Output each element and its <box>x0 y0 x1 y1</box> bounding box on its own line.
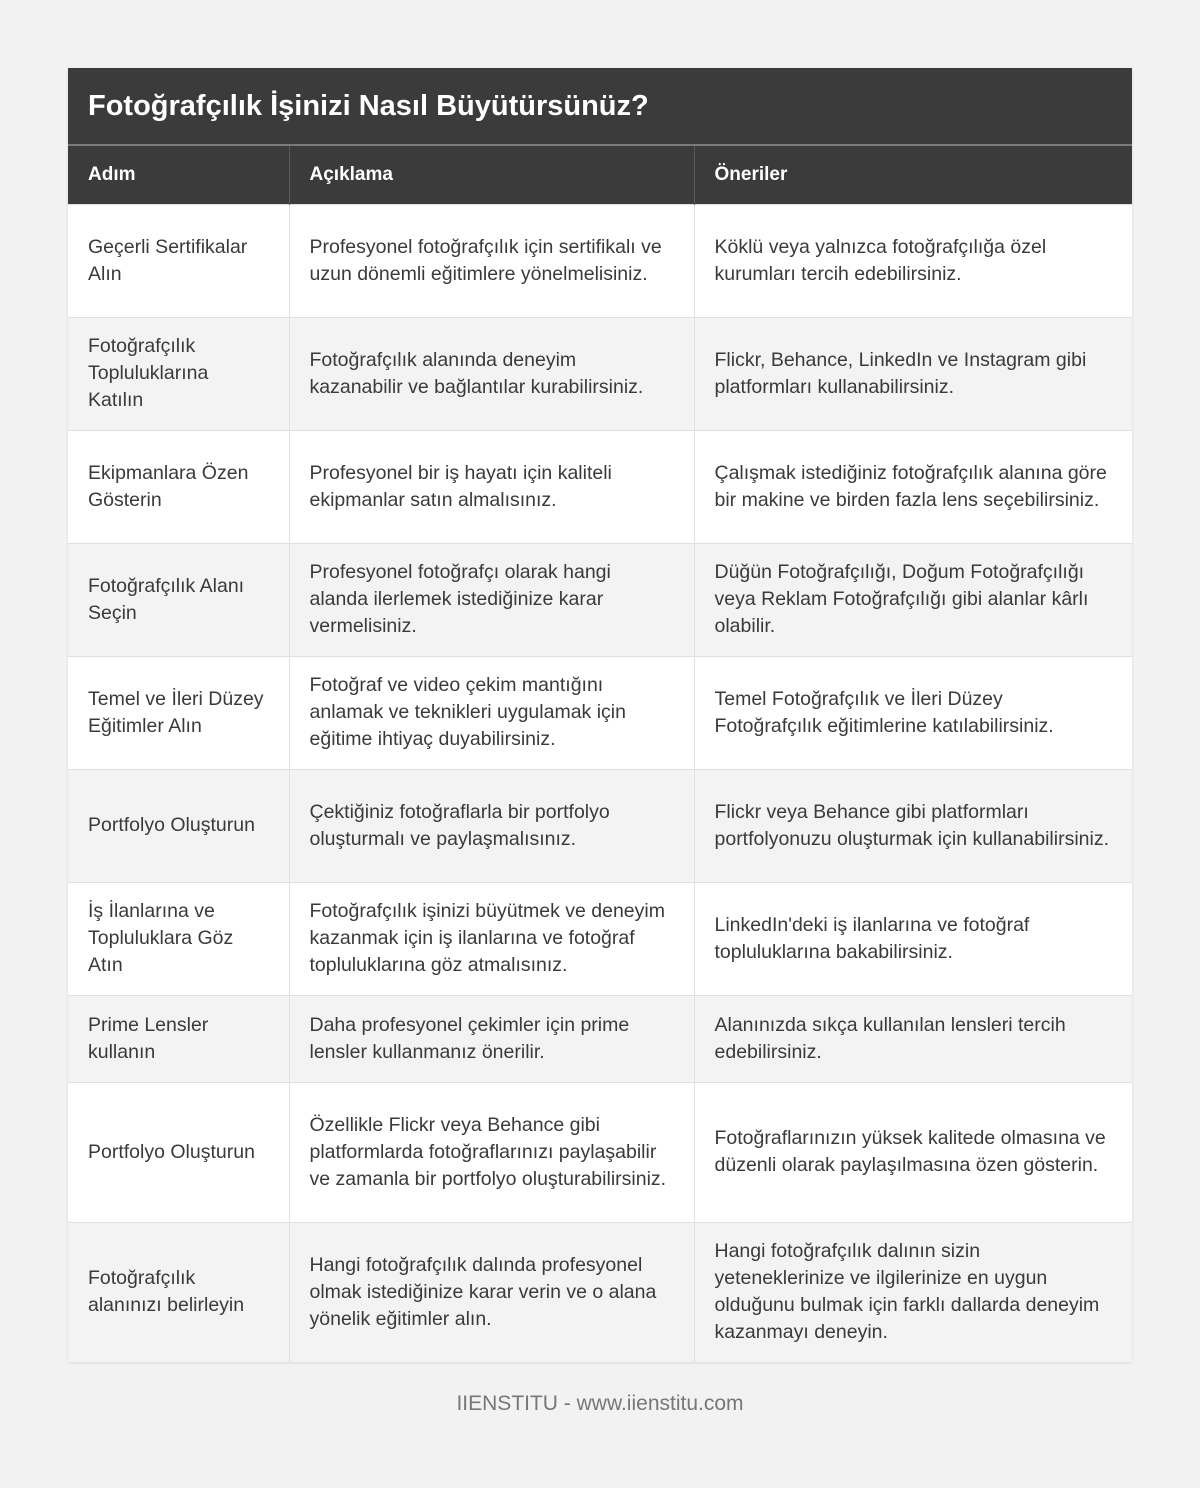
table-row <box>68 543 1132 656</box>
column-header-description: Açıklama <box>289 145 694 204</box>
cell-suggestion: Flickr, Behance, LinkedIn ve Instagram gibi platformları kullanabilirsiniz. <box>694 317 1132 430</box>
cell-description: Profesyonel fotoğrafçı olarak hangi alanda ilerlemek istediğinize karar vermelisiniz. <box>289 543 694 656</box>
cell-description: Profesyonel fotoğrafçılık için sertifikalı ve uzun dönemli eğitimlere yönelmelisiniz. <box>289 204 694 317</box>
table-row <box>68 1082 1132 1222</box>
page-title: Fotoğrafçılık İşinizi Nasıl Büyütürsünüz? <box>88 89 649 122</box>
table-row <box>68 204 1132 317</box>
cell-step: Prime Lensler kullanın <box>68 995 289 1082</box>
cell-step: Fotoğrafçılık Topluluklarına Katılın <box>68 317 289 430</box>
cell-description: Profesyonel bir iş hayatı için kaliteli ekipmanlar satın almalısınız. <box>289 430 694 543</box>
cell-description: Daha profesyonel çekimler için prime lensler kullanmanız önerilir. <box>289 995 694 1082</box>
cell-suggestion: Düğün Fotoğrafçılığı, Doğum Fotoğrafçılığı veya Reklam Fotoğrafçılığı gibi alanlar kârlı olabilir. <box>694 543 1132 656</box>
table-row <box>68 430 1132 543</box>
cell-step: Portfolyo Oluşturun <box>68 1082 289 1222</box>
column-header-suggestions: Öneriler <box>694 145 1132 204</box>
cell-step: Fotoğrafçılık alanınızı belirleyin <box>68 1222 289 1362</box>
cell-description: Fotoğrafçılık alanında deneyim kazanabilir ve bağlantılar kurabilirsiniz. <box>289 317 694 430</box>
table-row <box>68 995 1132 1082</box>
cell-step: Fotoğrafçılık Alanı Seçin <box>68 543 289 656</box>
cell-suggestion: LinkedIn'deki iş ilanlarına ve fotoğraf topluluklarına bakabilirsiniz. <box>694 882 1132 995</box>
cell-suggestion: Hangi fotoğrafçılık dalının sizin yeteneklerinize ve ilgilerinize en uygun olduğunu bulmak için farklı dallarda deneyim kazanmayı deneyin. <box>694 1222 1132 1362</box>
table-row <box>68 1222 1132 1362</box>
cell-step: Temel ve İleri Düzey Eğitimler Alın <box>68 656 289 769</box>
table-row <box>68 656 1132 769</box>
cell-suggestion: Temel Fotoğrafçılık ve İleri Düzey Fotoğrafçılık eğitimlerine katılabilirsiniz. <box>694 656 1132 769</box>
title-bar <box>68 68 1132 144</box>
table-row <box>68 882 1132 995</box>
table-row <box>68 317 1132 430</box>
cell-suggestion: Köklü veya yalnızca fotoğrafçılığa özel kurumları tercih edebilirsiniz. <box>694 204 1132 317</box>
cell-description: Özellikle Flickr veya Behance gibi platformlarda fotoğraflarınızı paylaşabilir ve zamanla bir portfolyo oluşturabilirsiniz. <box>289 1082 694 1222</box>
cell-suggestion: Fotoğraflarınızın yüksek kalitede olmasına ve düzenli olarak paylaşılmasına özen gösterin. <box>694 1082 1132 1222</box>
cell-description: Fotoğraf ve video çekim mantığını anlamak ve teknikleri uygulamak için eğitime ihtiyaç duyabilirsiniz. <box>289 656 694 769</box>
cell-description: Çektiğiniz fotoğraflarla bir portfolyo oluşturmalı ve paylaşmalısınız. <box>289 769 694 882</box>
data-table <box>68 144 1132 1362</box>
column-header-step: Adım <box>68 145 289 204</box>
table-row <box>68 769 1132 882</box>
cell-step: Portfolyo Oluşturun <box>68 769 289 882</box>
cell-step: İş İlanlarına ve Topluluklara Göz Atın <box>68 882 289 995</box>
cell-description: Hangi fotoğrafçılık dalında profesyonel olmak istediğinize karar verin ve o alana yönelik eğitimler alın. <box>289 1222 694 1362</box>
header-row <box>68 145 1132 204</box>
cell-suggestion: Alanınızda sıkça kullanılan lensleri tercih edebilirsiniz. <box>694 995 1132 1082</box>
cell-step: Geçerli Sertifikalar Alın <box>68 204 289 317</box>
cell-step: Ekipmanlara Özen Gösterin <box>68 430 289 543</box>
table-card <box>68 68 1132 1362</box>
cell-suggestion: Çalışmak istediğiniz fotoğrafçılık alanına göre bir makine ve birden fazla lens seçebilirsiniz. <box>694 430 1132 543</box>
cell-suggestion: Flickr veya Behance gibi platformları portfolyonuzu oluşturmak için kullanabilirsiniz. <box>694 769 1132 882</box>
cell-description: Fotoğrafçılık işinizi büyütmek ve deneyim kazanmak için iş ilanlarına ve fotoğraf topluluklarına göz atmalısınız. <box>289 882 694 995</box>
footer-credit: IIENSTITU - www.iienstitu.com <box>456 1392 744 1415</box>
